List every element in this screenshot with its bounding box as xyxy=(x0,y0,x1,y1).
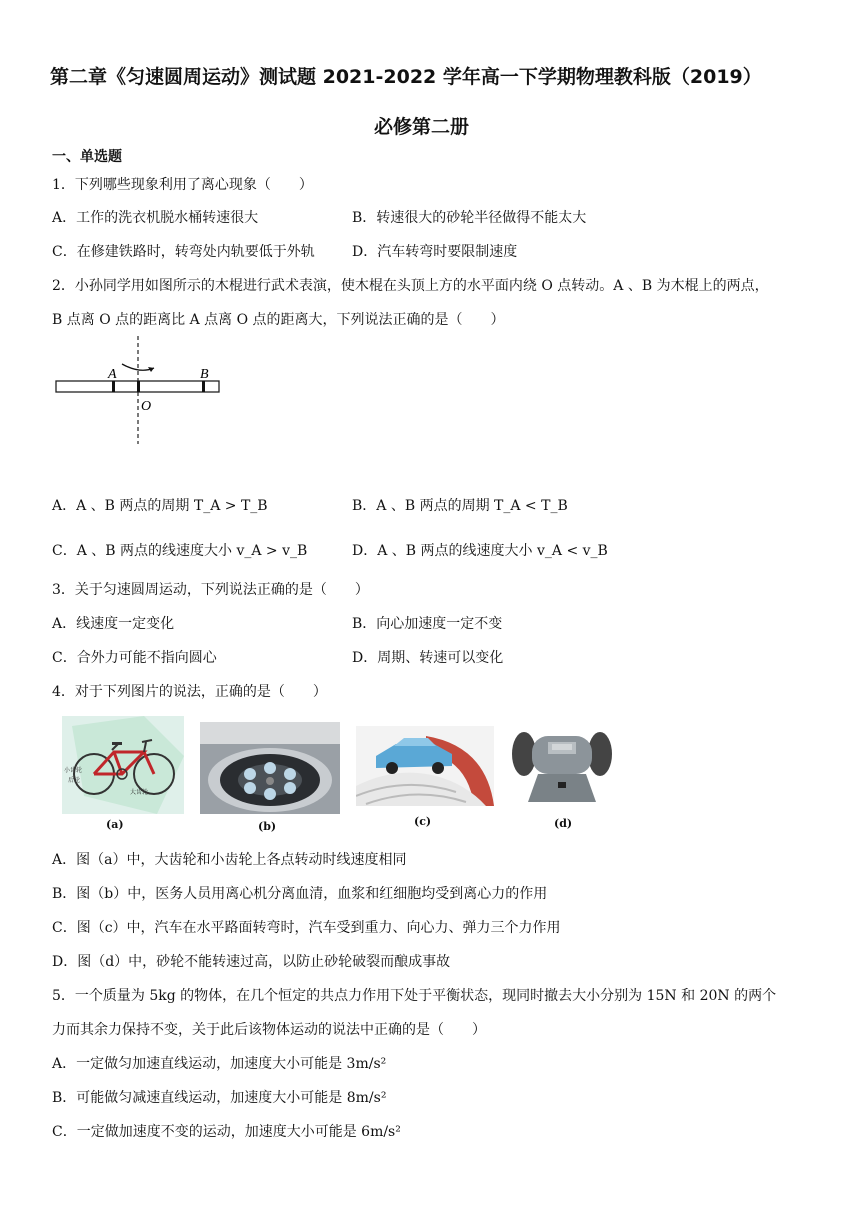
picture-d-grinder xyxy=(508,722,616,806)
label-a: A xyxy=(108,367,117,382)
bike-big-gear-label: 大齿轮 xyxy=(130,790,149,796)
q4-option-c: C．图（c）中，汽车在水平路面转弯时，汽车受到重力、向心力、弹力三个力作用 xyxy=(52,920,561,936)
picture-b-centrifuge xyxy=(200,722,340,814)
q3-option-d: D．周期、转速可以变化 xyxy=(352,650,504,666)
q1-option-a: A．工作的洗衣机脱水桶转速很大 xyxy=(52,210,259,226)
point-o-mark xyxy=(137,381,140,392)
q1-option-c: C．在修建铁路时，转弯处内轨要低于外轨 xyxy=(52,244,315,260)
bike-rear-wheel-label: 后轮 xyxy=(68,778,81,784)
caption-b: (b) xyxy=(258,820,277,833)
point-a-mark xyxy=(112,381,115,392)
q2-stick-figure xyxy=(50,336,230,446)
q4-stem: 4．对于下列图片的说法，正确的是（ ） xyxy=(52,684,327,700)
q2-option-a: A．A 、B 两点的周期 T_A > T_B xyxy=(52,498,268,514)
q3-option-a: A．线速度一定变化 xyxy=(52,616,175,632)
label-b: B xyxy=(200,367,209,382)
q4-option-b: B．图（b）中，医务人员用离心机分离血清，血浆和红细胞均受到离心力的作用 xyxy=(52,886,548,902)
q3-option-c: C．合外力可能不指向圆心 xyxy=(52,650,217,666)
q2-option-d: D．A 、B 两点的线速度大小 v_A < v_B xyxy=(352,543,608,559)
point-b-mark xyxy=(202,381,205,392)
section-heading: 一、单选题 xyxy=(52,149,122,165)
picture-a-bicycle xyxy=(62,716,184,814)
picture-c-car-turning xyxy=(356,726,494,806)
q2-option-c: C．A 、B 两点的线速度大小 v_A > v_B xyxy=(52,543,308,559)
q3-option-b: B．向心加速度一定不变 xyxy=(352,616,503,632)
q5-option-b: B．可能做匀减速直线运动，加速度大小可能是 8m/s² xyxy=(52,1090,387,1106)
caption-c: (c) xyxy=(414,815,432,828)
q1-option-d: D．汽车转弯时要限制速度 xyxy=(352,244,518,260)
bike-small-gear-label: 小齿轮 xyxy=(64,768,83,774)
label-o: O xyxy=(141,399,152,414)
q5-option-a: A．一定做匀加速直线运动，加速度大小可能是 3m/s² xyxy=(52,1056,387,1072)
q3-stem: 3．关于匀速圆周运动，下列说法正确的是（ ） xyxy=(52,582,369,598)
caption-a: (a) xyxy=(106,818,124,831)
q1-stem: 1．下列哪些现象利用了离心现象（ ） xyxy=(52,177,313,193)
q2-stem-line2: B 点离 O 点的距离比 A 点离 O 点的距离大，下列说法正确的是（ ） xyxy=(52,312,505,328)
q2-stem-line1: 2．小孙同学用如图所示的木棍进行武术表演，使木棍在头顶上方的水平面内绕 O 点转动。A 、B 为木棍上的两点， xyxy=(52,278,769,294)
caption-d: (d) xyxy=(554,817,573,830)
doc-title-line1: 第二章《匀速圆周运动》测试题 2021-2022 学年高一下学期物理教科版（2019） xyxy=(50,66,762,88)
q2-option-b: B．A 、B 两点的周期 T_A < T_B xyxy=(352,498,568,514)
q5-option-c: C．一定做加速度不变的运动，加速度大小可能是 6m/s² xyxy=(52,1124,401,1140)
q4-option-a: A．图（a）中，大齿轮和小齿轮上各点转动时线速度相同 xyxy=(52,852,407,868)
doc-title-line2: 必修第二册 xyxy=(374,116,470,138)
q5-stem-line2: 力而其余力保持不变，关于此后该物体运动的说法中正确的是（ ） xyxy=(52,1022,486,1038)
q5-stem-line1: 5．一个质量为 5kg 的物体，在几个恒定的共点力作用下处于平衡状态，现同时撤去大小分别为 15N 和 20N 的两个 xyxy=(52,988,777,1004)
q1-option-b: B．转速很大的砂轮半径做得不能太大 xyxy=(352,210,587,226)
q4-option-d: D．图（d）中，砂轮不能转速过高，以防止砂轮破裂而酿成事故 xyxy=(52,954,451,970)
